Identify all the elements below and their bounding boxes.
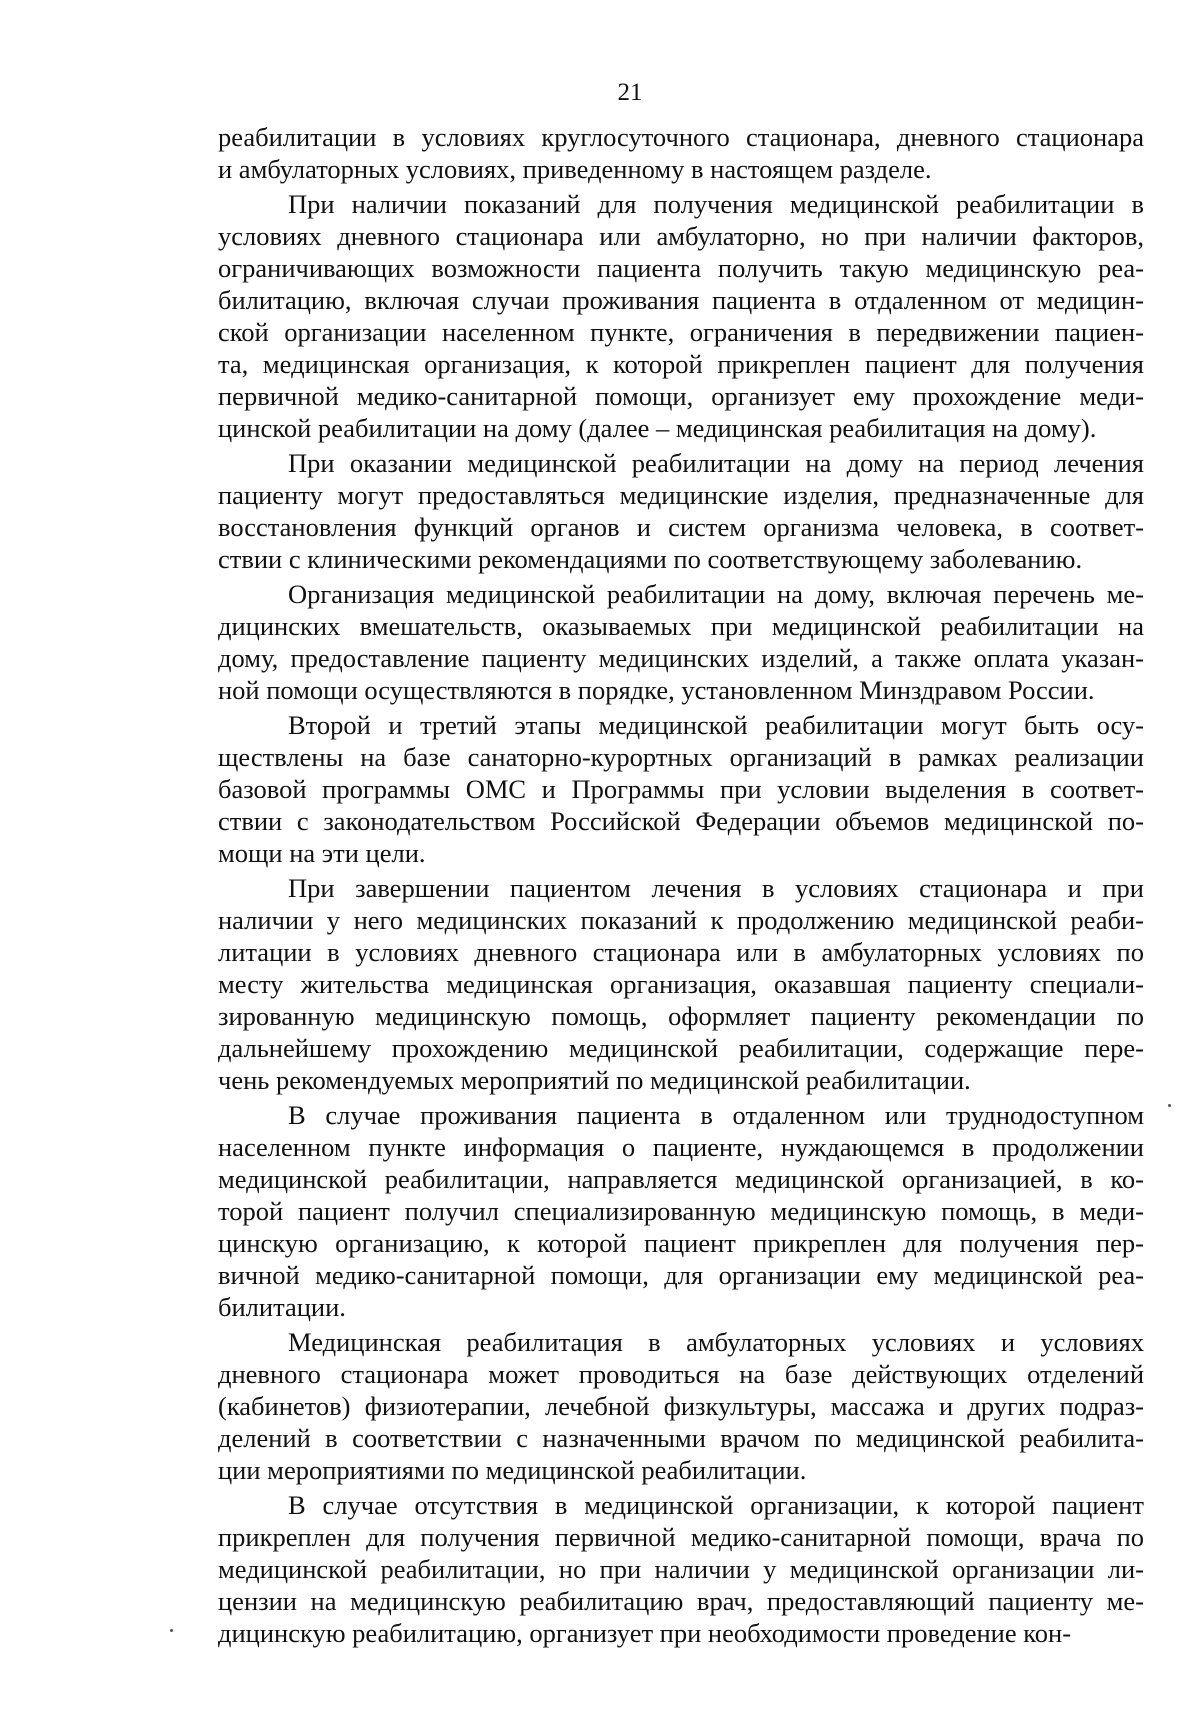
text-line: (кабинетов) физиотерапии, лечебной физкультуры, массажа и других подраз- (218, 1391, 1144, 1421)
text-line: билитации. (218, 1292, 346, 1322)
text-line: месту жительства медицинская организация, оказавшая пациенту специали- (218, 969, 1144, 999)
text-line: делений в соответствии с назначенными врачом по медицинской реабилита- (218, 1423, 1144, 1453)
text-line: В случае проживания пациента в отдаленном или труднодоступном (288, 1100, 1144, 1130)
paragraph (218, 578, 1144, 706)
text-line: первичной медико-санитарной помощи, организует ему прохождение меди- (218, 381, 1144, 411)
paragraph (218, 447, 1144, 575)
text-line: При оказании медицинской реабилитации на дому на период лечения (288, 448, 1144, 478)
text-line: Организация медицинской реабилитации на дому, включая перечень ме- (288, 579, 1144, 609)
text-line: ствии с законодательством Российской Федерации объемов медицинской по- (218, 806, 1144, 836)
text-line: пациенту могут предоставляться медицинские изделия, предназначенные для (218, 480, 1144, 510)
paragraph (218, 121, 1144, 185)
text-line: билитацию, включая случаи проживания пациента в отдаленном от медицин- (218, 285, 1144, 315)
text-line: реабилитации в условиях круглосуточного стационара, дневного стационара (218, 122, 1144, 152)
text-line: дальнейшему прохождению медицинской реабилитации, содержащие пере- (218, 1033, 1144, 1063)
scan-speck (170, 1629, 173, 1632)
page-number: 21 (617, 79, 643, 106)
paragraph (218, 1489, 1144, 1649)
text-line: При завершении пациентом лечения в условиях стационара и при (288, 873, 1144, 903)
text-line: Медицинская реабилитация в амбулаторных условиях и условиях (288, 1327, 1144, 1357)
paragraph (218, 188, 1144, 444)
text-line: ществлены на базе санаторно-курортных организаций в рамках реализации (218, 742, 1144, 772)
text-line: дицинскую реабилитацию, организует при необходимости проведение кон- (218, 1618, 1072, 1648)
text-line: зированную медицинскую помощь, оформляет пациенту рекомендации по (218, 1001, 1144, 1031)
text-line: ской организации населенном пункте, ограничения в передвижении пациен- (218, 317, 1144, 347)
text-line: медицинской реабилитации, но при наличии у медицинской организации ли- (218, 1554, 1144, 1584)
paragraph (218, 872, 1144, 1096)
text-line: При наличии показаний для получения медицинской реабилитации в (288, 189, 1144, 219)
text-line: В случае отсутствия в медицинской организации, к которой пациент (288, 1490, 1144, 1520)
text-line: дицинских вмешательств, оказываемых при медицинской реабилитации на (218, 611, 1144, 641)
text-line: дому, предоставление пациенту медицинских изделий, а также оплата указан- (218, 643, 1144, 673)
text-line: наличии у него медицинских показаний к продолжению медицинской реаби- (218, 905, 1144, 935)
text-line: Второй и третий этапы медицинской реабилитации могут быть осу- (288, 710, 1144, 740)
text-line: вичной медико-санитарной помощи, для организации ему медицинской реа- (218, 1260, 1144, 1290)
text-line: мощи на эти цели. (218, 838, 426, 868)
text-line: базовой программы ОМС и Программы при условии выделения в соответ- (218, 774, 1144, 804)
paragraph (218, 709, 1144, 869)
text-line: ограничивающих возможности пациента получить такую медицинскую реа- (218, 253, 1144, 283)
text-line: ной помощи осуществляются в порядке, установленном Минздравом России. (218, 675, 1095, 705)
text-line: цинской реабилитации на дому (далее – медицинская реабилитация на дому). (218, 413, 1097, 443)
text-line: ствии с клиническими рекомендациями по соответствующему заболеванию. (218, 544, 1083, 574)
text-line: прикреплен для получения первичной медико-санитарной помощи, врача по (218, 1522, 1144, 1552)
text-line: условиях дневного стационара или амбулаторно, но при наличии факторов, (218, 221, 1144, 251)
scan-speck (1168, 1104, 1171, 1107)
document-body (218, 121, 1144, 1649)
text-line: и амбулаторных условиях, приведенному в настоящем разделе. (218, 154, 932, 184)
text-line: та, медицинская организация, к которой прикреплен пациент для получения (218, 349, 1144, 379)
text-line: ции мероприятиями по медицинской реабилитации. (218, 1455, 807, 1485)
text-line: дневного стационара может проводиться на базе действующих отделений (218, 1359, 1144, 1389)
paragraph (218, 1099, 1144, 1323)
text-line: цинскую организацию, к которой пациент прикреплен для получения пер- (218, 1228, 1144, 1258)
text-line: цензии на медицинскую реабилитацию врач, предоставляющий пациенту ме- (218, 1586, 1144, 1616)
text-line: населенном пункте информация о пациенте, нуждающемся в продолжении (218, 1132, 1144, 1162)
text-line: литации в условиях дневного стационара или в амбулаторных условиях по (218, 937, 1144, 967)
text-line: торой пациент получил специализированную медицинскую помощь, в меди- (218, 1196, 1144, 1226)
text-line: чень рекомендуемых мероприятий по медицинской реабилитации. (218, 1065, 971, 1095)
paragraph (218, 1326, 1144, 1486)
text-line: восстановления функций органов и систем организма человека, в соответ- (218, 512, 1144, 542)
text-line: медицинской реабилитации, направляется медицинской организацией, в ко- (218, 1164, 1144, 1194)
